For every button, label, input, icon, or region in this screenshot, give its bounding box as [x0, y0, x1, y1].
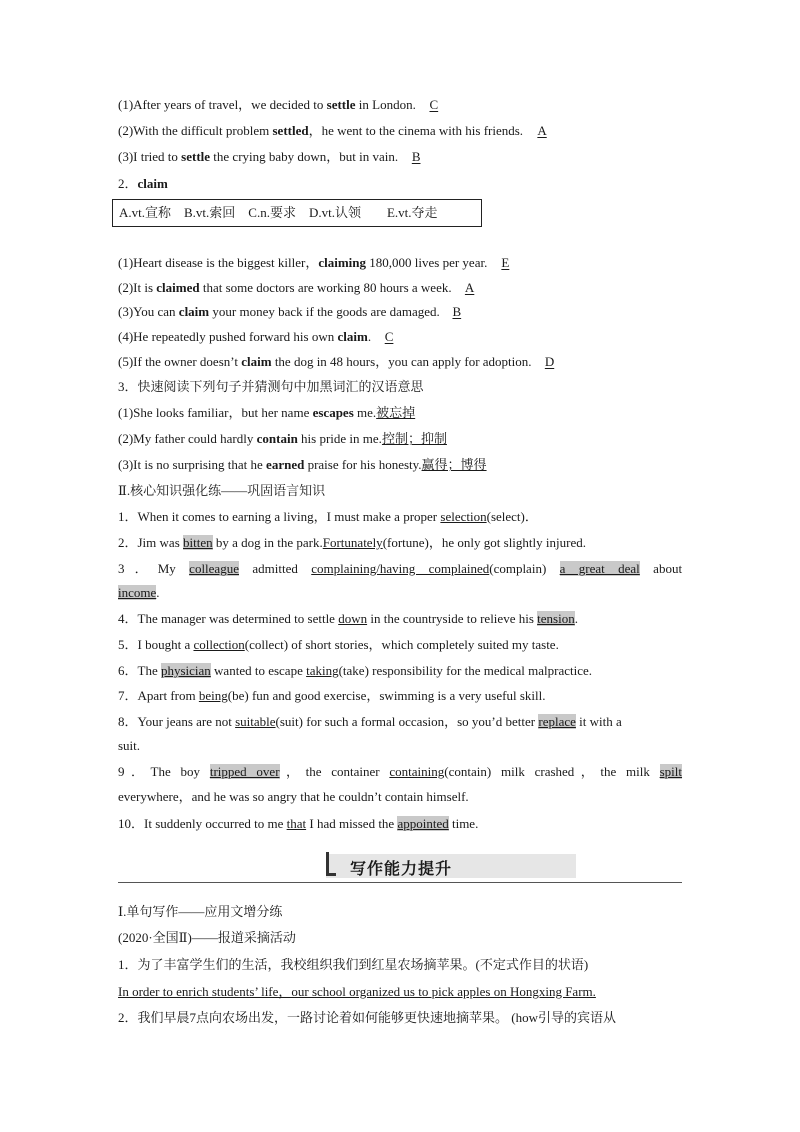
- writing-subheading: (2020·全国Ⅱ)——报道采摘活动: [118, 930, 296, 945]
- exercise-1: 1．When it comes to earning a living，I must make a proper selection(select)．: [118, 509, 538, 524]
- answer-blank: B: [452, 304, 462, 319]
- part2-heading: Ⅱ.核心知识强化练——巩固语言知识: [118, 483, 326, 498]
- settle-sentence-2: (2)With the difficult problem settled，he went to the cinema with his friends. A: [118, 122, 561, 140]
- claim-options: A.vt.宣称 B.vt.索回 C.n.要求 D.vt.认领 E.vt.夺走: [119, 205, 438, 220]
- answer-blank: C: [384, 329, 394, 344]
- section-banner: [118, 848, 682, 883]
- bookmark-icon: [326, 852, 336, 876]
- writing-question-1: 1．为了丰富学生们的生活，我校组织我们到红星农场摘苹果。(不定式作目的状语): [118, 957, 589, 972]
- exercise-3: 3．My colleague admitted complaining/having complained(complain) a great deal about: [118, 561, 683, 576]
- claim-sentence-2: (2)It is claimed that some doctors are working 80 hours a week. A: [118, 279, 488, 297]
- answer-blank: C: [429, 97, 439, 112]
- exercise-6: 6．The physician wanted to escape taking(take) responsibility for the medical malpractice.: [118, 663, 592, 678]
- claim-options-box: [112, 199, 482, 227]
- answer-blank: B: [411, 149, 421, 164]
- answer-blank: D: [544, 354, 555, 369]
- answer-blank: E: [501, 255, 510, 270]
- exercise-4: 4．The manager was determined to settle down in the countryside to relieve his tension.: [118, 611, 578, 626]
- guess-sentence-1: (1)She looks familiar，but her name escapes me.被忘掉: [118, 405, 416, 420]
- claim-heading: 2．claim: [118, 176, 168, 191]
- answer-blank: A: [537, 123, 547, 138]
- exercise-2: 2．Jim was bitten by a dog in the park.Fortunately(fortune)，he only got slightly injured.: [118, 535, 586, 550]
- exercise-10: 10．It suddenly occurred to me that I had missed the appointed time.: [118, 816, 479, 831]
- claim-sentence-3: (3)You can claim your money back if the goods are damaged. B: [118, 303, 474, 321]
- exercise-7: 7．Apart from being(be) fun and good exercise，swimming is a very useful skill.: [118, 688, 546, 703]
- exercise-8: 8．Your jeans are not suitable(suit) for such a formal occasion，so you’d better replace it with a: [118, 714, 622, 729]
- settle-sentence-1: (1)After years of travel，we decided to settle in London. C: [118, 96, 452, 114]
- guess-heading: 3．快速阅读下列句子并猜测句中加黑词汇的汉语意思: [118, 379, 424, 394]
- answer-text: 被忘掉: [376, 405, 416, 420]
- exercise-5: 5．I bought a collection(collect) of short stories，which completely suited my taste.: [118, 637, 559, 652]
- exercise-3-cont: income.: [118, 585, 160, 600]
- exercise-8-cont: suit.: [118, 738, 141, 753]
- guess-sentence-3: (3)It is no surprising that he earned praise for his honesty.赢得；博得: [118, 457, 487, 472]
- writing-answer-1: In order to enrich students’ life，our school organized us to pick apples on Hongxing Farm.: [118, 984, 596, 999]
- exercise-9: 9．The boy tripped over，the container containing(contain) milk crashed，the milk spilt: [118, 764, 683, 779]
- writing-question-2: 2．我们早晨7点向农场出发，一路讨论着如何能够更快速地摘苹果。 (how引导的宾语从: [118, 1010, 616, 1025]
- writing-heading: Ⅰ.单句写作——应用文增分练: [118, 904, 283, 919]
- claim-sentence-4: (4)He repeatedly pushed forward his own claim. C: [118, 328, 407, 346]
- exercise-9-cont: everywhere，and he was so angry that he couldn’t contain himself.: [118, 789, 469, 804]
- settle-sentence-3: (3)I tried to settle the crying baby down，but in vain. B: [118, 148, 434, 166]
- banner-title: 写作能力提升: [350, 859, 453, 878]
- answer-text: 赢得；博得: [421, 457, 487, 472]
- claim-sentence-5: (5)If the owner doesn’t claim the dog in 48 hours，you can apply for adoption. D: [118, 353, 568, 371]
- claim-sentence-1: (1)Heart disease is the biggest killer，claiming 180,000 lives per year. E: [118, 254, 523, 272]
- answer-blank: A: [464, 280, 475, 295]
- guess-sentence-2: (2)My father could hardly contain his pride in me.控制；抑制: [118, 431, 447, 446]
- answer-text: 控制；抑制: [381, 431, 447, 446]
